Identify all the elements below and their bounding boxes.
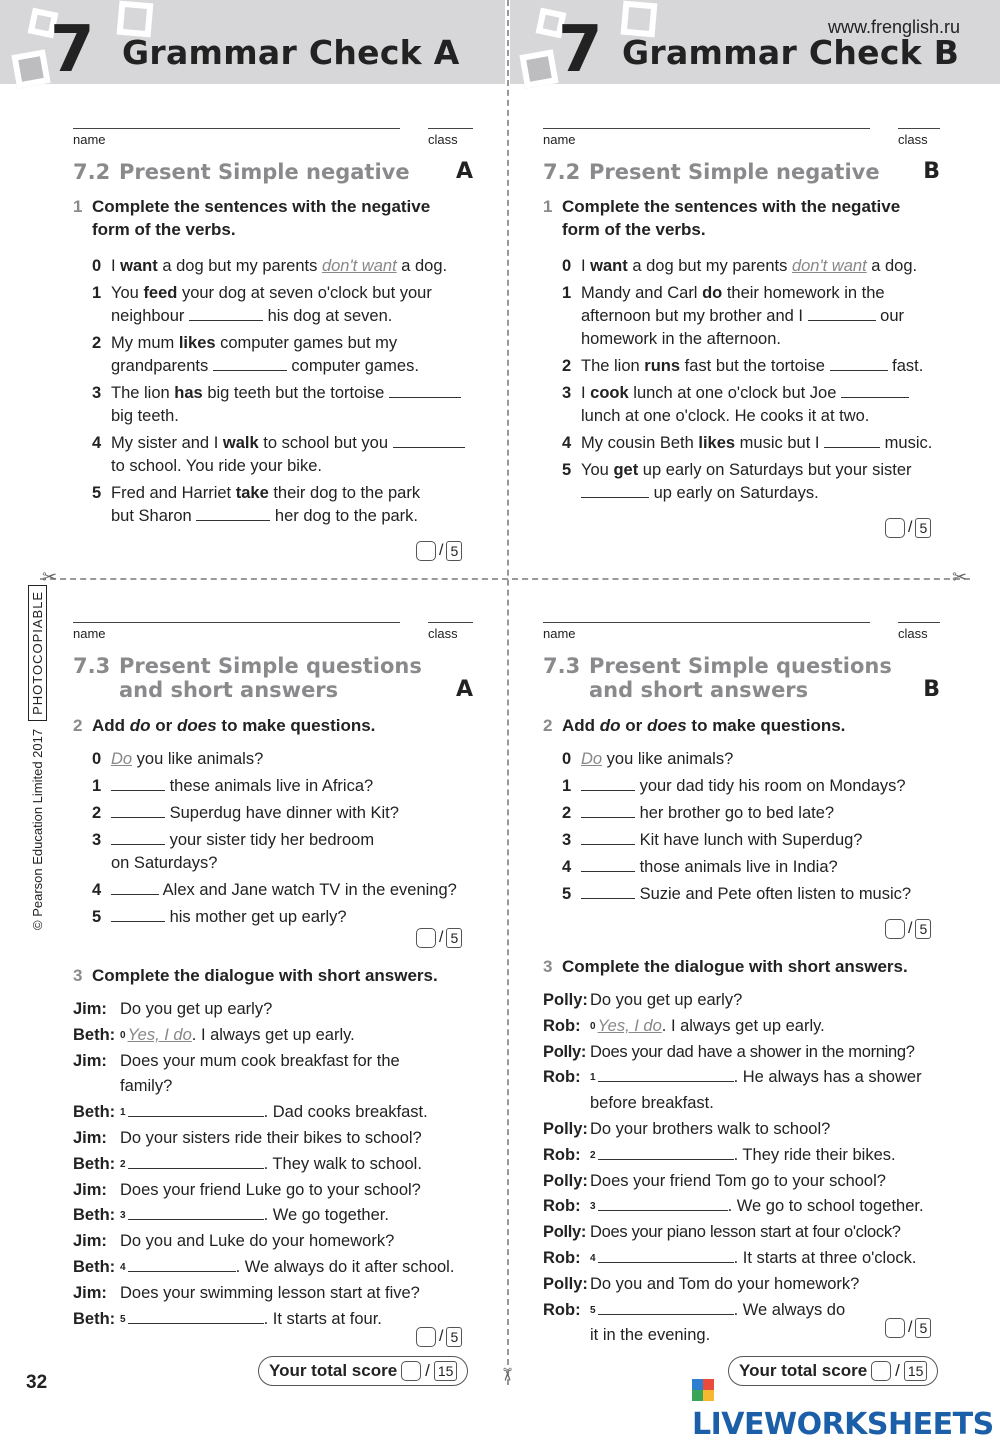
- header-a: [0, 0, 505, 87]
- score-max: 5: [446, 928, 462, 948]
- answer-blank[interactable]: [128, 1257, 236, 1272]
- example-answer: Do: [111, 750, 133, 768]
- scissors-icon: ✂: [497, 1366, 518, 1383]
- answer-blank[interactable]: [128, 1309, 264, 1324]
- list-item: 0 Do you like animals?: [562, 750, 734, 768]
- unit-number: 7: [50, 13, 95, 87]
- answer-blank[interactable]: [598, 1145, 734, 1160]
- dialogue-line: Rob: $^2$ . They ride their bikes.: [543, 1145, 896, 1164]
- name-class-row: [73, 128, 485, 150]
- answer-blank[interactable]: [111, 830, 165, 845]
- version-label: A: [455, 159, 473, 184]
- total-score-label: Your total score: [739, 1361, 868, 1380]
- decor-square: [11, 49, 50, 88]
- list-item: 4 those animals live in India?: [562, 858, 838, 876]
- copyright-text: © Pearson Education Limited 2017: [30, 728, 45, 930]
- header-b: [510, 0, 1000, 87]
- list-item: 1 Mandy and Carl do their homework in the afternoon but my brother and I our homework in the afternoon.: [562, 284, 904, 348]
- total-score-b: Your total score / 15: [728, 1356, 938, 1386]
- scissors-icon: ✂: [952, 567, 968, 587]
- class-label: class: [428, 132, 458, 147]
- task-instruction: 2 Add do or does to make questions.: [73, 716, 376, 735]
- name-label: name: [73, 132, 106, 147]
- vertical-cut-line: [507, 0, 509, 1385]
- task-instruction: 3 Complete the dialogue with short answers.: [73, 966, 438, 985]
- name-class-row: [543, 622, 940, 644]
- dialogue-line: Beth: $^1$ . Dad cooks breakfast.: [73, 1103, 428, 1122]
- answer-blank[interactable]: [128, 1102, 264, 1117]
- dialogue-line: Jim: Do your sisters ride their bikes to school?: [73, 1128, 422, 1147]
- answer-blank[interactable]: [581, 857, 635, 872]
- dialogue-line: Polly: Does your piano lesson start at four o'clock?: [543, 1223, 901, 1242]
- example-answer: Do: [581, 750, 603, 768]
- dialogue-line: Rob: $^0$ Yes, I do. I always get up early.: [543, 1016, 825, 1035]
- answer-blank[interactable]: [841, 383, 909, 398]
- dialogue-line: Polly: Does your dad have a shower in the morning?: [543, 1042, 915, 1061]
- answer-blank[interactable]: [581, 884, 635, 899]
- decor-square: [519, 49, 558, 88]
- list-item: 0 Do you like animals?: [92, 750, 264, 768]
- dialogue-section-a: [73, 964, 478, 1332]
- score-max: 5: [915, 518, 931, 538]
- list-item: 1 your dad tidy his room on Mondays?: [562, 777, 906, 795]
- side-copyright: [30, 585, 45, 930]
- score-max: 5: [446, 1327, 462, 1347]
- version-label: B: [923, 677, 940, 702]
- score-box: / 5: [416, 928, 462, 948]
- answer-blank[interactable]: [213, 356, 287, 371]
- total-score-max: 15: [434, 1361, 458, 1381]
- dialogue-line: Rob: $^5$ . We always do it in the evening.: [543, 1300, 846, 1345]
- dialogue-line: Rob: $^4$ . It starts at three o'clock.: [543, 1248, 917, 1267]
- page-title: Grammar Check A: [122, 33, 460, 72]
- name-label: name: [543, 626, 576, 641]
- scissors-icon: ✂: [42, 567, 58, 587]
- dialogue: [543, 988, 943, 1349]
- total-score-a: Your total score / 15: [258, 1356, 468, 1386]
- score-input[interactable]: [885, 518, 905, 538]
- task-instruction: 2 Add do or does to make questions.: [543, 716, 846, 735]
- answer-blank[interactable]: [808, 306, 876, 321]
- dialogue-line: Jim: Do you and Luke do your homework?: [73, 1232, 395, 1251]
- answer-blank[interactable]: [128, 1205, 264, 1220]
- score-input[interactable]: [416, 541, 436, 561]
- answer-blank[interactable]: [389, 383, 461, 398]
- list-item: 3 Kit have lunch with Superdug?: [562, 831, 863, 849]
- photocopiable-label: PHOTOCOPIABLE: [28, 585, 47, 721]
- dialogue-line: Beth: $^3$ . We go together.: [73, 1206, 389, 1225]
- dialogue-line: Jim: Does your swimming lesson start at five?: [73, 1283, 420, 1302]
- section-73-b: [543, 622, 940, 910]
- list-item: 3 The lion has big teeth but the tortoise big teeth.: [92, 382, 485, 428]
- list-item: 5 Suzie and Pete often listen to music?: [562, 885, 912, 903]
- score-input[interactable]: [885, 919, 905, 939]
- example-answer: don't want: [321, 257, 397, 275]
- section-72-a: [73, 128, 485, 532]
- answer-blank[interactable]: [824, 433, 880, 448]
- score-input[interactable]: [885, 1318, 905, 1338]
- score-max: 5: [915, 919, 931, 939]
- list-item: 0 I want a dog but my parents don't want a dog.: [92, 257, 448, 275]
- score-max: 5: [915, 1318, 931, 1338]
- unit-number: 7: [558, 13, 603, 87]
- dialogue-line: Rob: $^3$ . We go to school together.: [543, 1197, 924, 1216]
- name-label: name: [543, 132, 576, 147]
- list-item: 1 You feed your dog at seven o'clock but your neighbour his dog at seven.: [92, 284, 432, 325]
- dialogue-line: Jim: Do you get up early?: [73, 1000, 273, 1018]
- answer-blank[interactable]: [581, 803, 635, 818]
- dialogue-line: Polly: Do your brothers walk to school?: [543, 1119, 831, 1138]
- answer-blank[interactable]: [111, 776, 165, 791]
- exercise-items: [73, 748, 485, 929]
- answer-blank[interactable]: [189, 306, 263, 321]
- score-input[interactable]: [416, 928, 436, 948]
- decor-square: [621, 1, 658, 38]
- section-title: 7.2 Present Simple negative B: [543, 159, 940, 184]
- exercise-items: [543, 255, 940, 505]
- list-item: 4 My sister and I walk to school but you to school. You ride your bike.: [92, 432, 485, 478]
- dialogue-line: Rob: $^1$ . He always has a shower before breakfast.: [543, 1068, 922, 1113]
- page-number: 32: [26, 1372, 48, 1393]
- dialogue-line: Polly: Do you get up early?: [543, 991, 743, 1009]
- section-title: 7.3 Present Simple questions and short answers A: [73, 654, 473, 702]
- list-item: 3 your sister tidy her bedroom on Saturdays?: [92, 831, 375, 872]
- version-label: A: [455, 677, 473, 702]
- dialogue: [73, 997, 478, 1332]
- horizontal-cut-line: [40, 578, 970, 580]
- dialogue-line: Beth: $^5$ . It starts at four.: [73, 1309, 382, 1328]
- website-url: www.frenglish.ru: [827, 17, 960, 37]
- answer-blank[interactable]: [196, 506, 270, 521]
- score-input[interactable]: [416, 1327, 436, 1347]
- section-title: 7.3 Present Simple questions and short answers B: [543, 654, 940, 702]
- total-score-label: Your total score: [269, 1361, 398, 1380]
- page-title: Grammar Check B: [622, 33, 960, 72]
- answer-blank[interactable]: [598, 1300, 734, 1315]
- list-item: 2 Superdug have dinner with Kit?: [92, 804, 399, 822]
- dialogue-line: Polly: Do you and Tom do your homework?: [543, 1274, 860, 1293]
- section-72-b: [543, 128, 940, 509]
- answer-blank[interactable]: [111, 803, 165, 818]
- total-score-max: 15: [904, 1361, 928, 1381]
- list-item: 4 Alex and Jane watch TV in the evening?: [92, 881, 457, 899]
- example-answer: don't want: [791, 257, 867, 275]
- list-item: 5 You get up early on Saturdays but your sister up early on Saturdays.: [562, 461, 912, 502]
- task-instruction: 1 Complete the sentences with the negative form of the verbs.: [73, 197, 431, 239]
- dialogue-line: Jim: Does your mum cook breakfast for the family?: [73, 1051, 400, 1096]
- section-title: 7.2 Present Simple negative A: [73, 159, 473, 184]
- name-class-row: [543, 128, 940, 150]
- answer-blank[interactable]: [598, 1196, 728, 1211]
- answer-blank[interactable]: [598, 1248, 734, 1263]
- answer-blank[interactable]: [393, 433, 465, 448]
- dialogue-line: Jim: Does your friend Luke go to your school?: [73, 1180, 421, 1199]
- list-item: 2 The lion runs fast but the tortoise fast.: [562, 357, 924, 375]
- class-label: class: [898, 132, 928, 147]
- list-item: 3 I cook lunch at one o'clock but Joe lunch at one o'clock. He cooks it at two.: [562, 382, 940, 428]
- example-answer: Yes, I do: [597, 1016, 662, 1035]
- class-label: class: [898, 626, 928, 641]
- score-box: / 5: [416, 541, 462, 561]
- name-class-row: [73, 622, 485, 644]
- answer-blank[interactable]: [111, 880, 159, 895]
- score-max: 5: [446, 541, 462, 561]
- dialogue-line: Beth: $^0$ Yes, I do. I always get up early.: [73, 1025, 355, 1044]
- exercise-items: [73, 255, 485, 528]
- decor-square: [117, 1, 154, 38]
- total-score-input[interactable]: [401, 1361, 421, 1381]
- list-item: 1 these animals live in Africa?: [92, 777, 374, 795]
- answer-blank[interactable]: [830, 356, 888, 371]
- dialogue-line: Beth: $^4$ . We always do it after school.: [73, 1257, 455, 1276]
- answer-blank[interactable]: [128, 1154, 264, 1169]
- example-answer: Yes, I do: [127, 1025, 192, 1044]
- list-item: 5 Fred and Harriet take their dog to the park but Sharon her dog to the park.: [92, 484, 421, 525]
- answer-blank[interactable]: [581, 776, 635, 791]
- exercise-items: [543, 748, 940, 906]
- section-73-a: [73, 622, 485, 933]
- dialogue-section-b: [543, 955, 943, 1349]
- list-item: 2 her brother go to bed late?: [562, 804, 835, 822]
- task-instruction: 1 Complete the sentences with the negative form of the verbs.: [543, 197, 901, 239]
- score-box: / 5: [885, 919, 931, 939]
- task-instruction: 3 Complete the dialogue with short answers.: [543, 957, 908, 976]
- class-label: class: [428, 626, 458, 641]
- answer-blank[interactable]: [598, 1067, 734, 1082]
- dialogue-line: Beth: $^2$ . They walk to school.: [73, 1154, 422, 1173]
- score-box: / 5: [885, 518, 931, 538]
- list-item: 2 My mum likes computer games but my grandparents computer games.: [92, 334, 419, 375]
- score-box: / 5: [416, 1327, 462, 1347]
- list-item: 5 his mother get up early?: [92, 908, 347, 926]
- liveworksheets-logo-icon: [692, 1379, 714, 1401]
- name-label: name: [73, 626, 106, 641]
- score-box: / 5: [885, 1318, 931, 1338]
- answer-blank[interactable]: [581, 830, 635, 845]
- list-item: 4 My cousin Beth likes music but I music.: [562, 434, 933, 452]
- answer-blank[interactable]: [111, 907, 165, 922]
- version-label: B: [923, 159, 940, 184]
- liveworksheets-watermark: LIVEWORKSHEETS: [692, 1372, 1000, 1442]
- list-item: 0 I want a dog but my parents don't want a dog.: [562, 257, 918, 275]
- dialogue-line: Polly: Does your friend Tom go to your school?: [543, 1171, 886, 1190]
- answer-blank[interactable]: [581, 483, 649, 498]
